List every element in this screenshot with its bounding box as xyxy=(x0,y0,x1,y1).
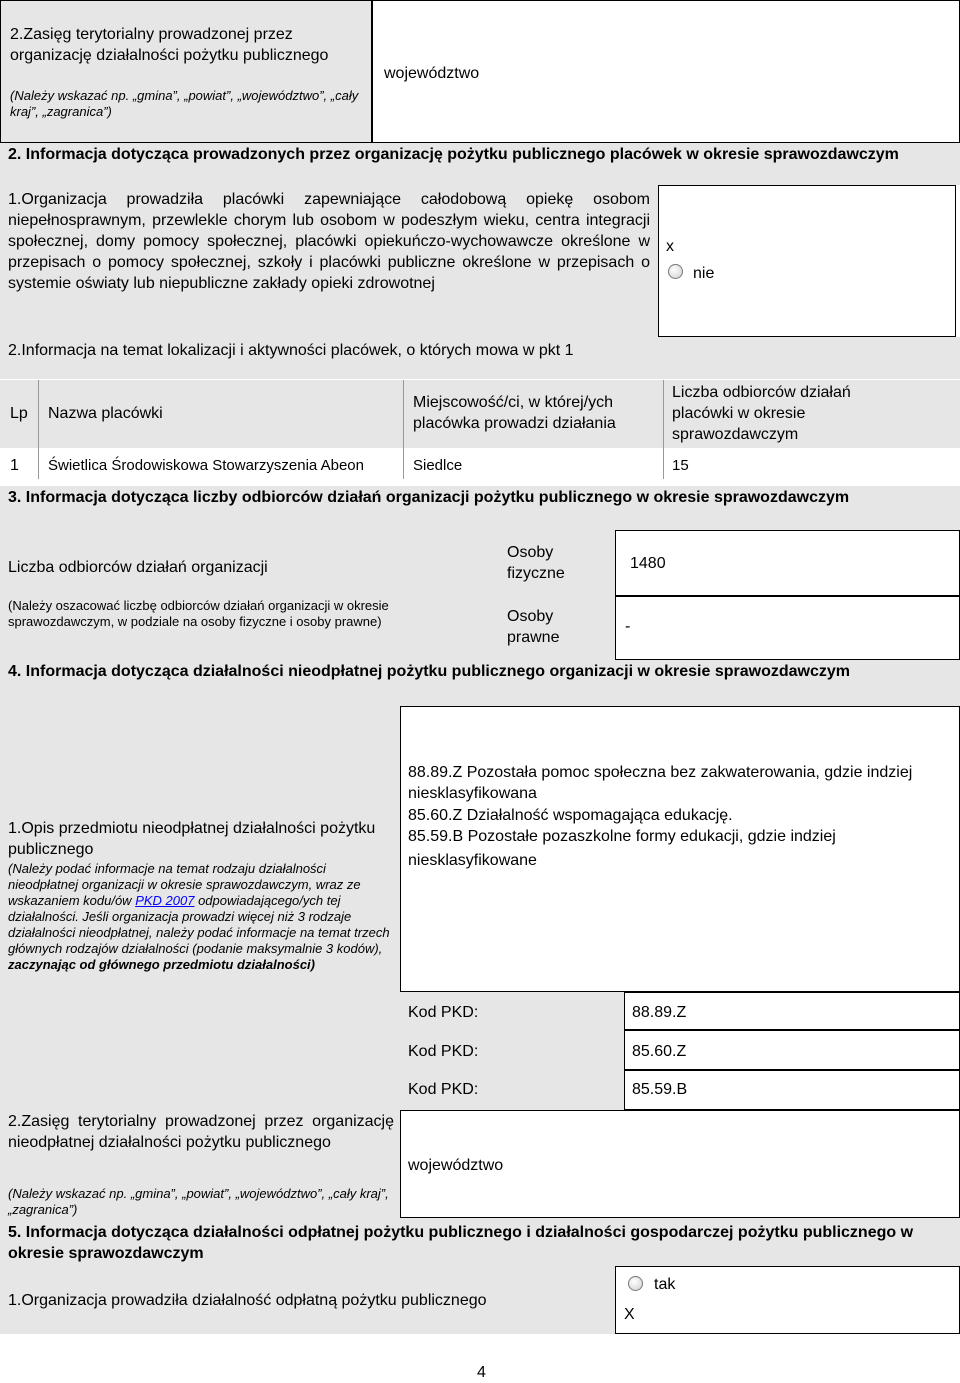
kod-label: Kod PKD: xyxy=(408,1043,479,1060)
col-divider xyxy=(663,448,664,479)
section-5-heading: 5. Informacja dotycząca działalności odpłatnej pożytku publicznego i działalności gospodarczej pożytku publicznego w okresie sprawozdawczym xyxy=(8,1224,914,1262)
page-number: 4 xyxy=(477,1364,486,1381)
table-header-lp: Lp xyxy=(10,405,28,422)
section-2-q1-text: 1.Organizacja prowadziła placówki zapewniające całodobową opiekę osobom niepełnosprawnym, przewlekle chorym lub osobom w podeszłym wieku, centra integracji społecznej, domy pomocy społecznej, placówki opiekuńczo-wychowawcze określone w przepisach o pomocy społecznej, szkoły i placówki publiczne określone w przepisach o systemie oświaty lub niepubliczne zakłady opieki zdrowotnej xyxy=(8,191,650,292)
phys-label: Osoby fizyczne xyxy=(507,544,565,582)
section-2-heading: 2. Informacja dotycząca prowadzonych przez organizację pożytku publicznego placówek w okresie sprawozdawczym xyxy=(8,146,899,163)
kod-value: 85.60.Z xyxy=(632,1043,687,1060)
section-3-label: Liczba odbiorców działań organizacji xyxy=(8,559,268,576)
section-4-desc-hint xyxy=(8,861,393,973)
table-cell-lp: 1 xyxy=(10,457,19,474)
q1-mark: x xyxy=(666,238,674,255)
col-divider xyxy=(38,448,39,479)
kod-value: 88.89.Z xyxy=(632,1004,687,1021)
scope-title: 2.Zasięg terytorialny prowadzonej przez organizację działalności pożytku publicznego xyxy=(10,26,329,64)
section-4-scope-value: województwo xyxy=(408,1157,504,1174)
table-header-count: Liczba odbiorców działań placówki w okresie sprawozdawczym xyxy=(672,384,851,443)
phys-value-cell[interactable] xyxy=(615,530,960,596)
radio-nie-label: nie xyxy=(693,265,715,282)
scope-value: województwo xyxy=(384,65,480,82)
section-4-heading: 4. Informacja dotycząca działalności nieodpłatnej pożytku publicznego organizacji w okresie sprawozdawczym xyxy=(8,663,850,680)
col-divider xyxy=(403,448,404,479)
table-cell-place: Siedlce xyxy=(413,457,463,474)
kod-label: Kod PKD: xyxy=(408,1081,479,1098)
desc-hint-part-1: (Należy podać informacje na temat rodzaju działalności nieodpłatnej organizacji w okresie sprawozdawczym, wraz ze wskazaniem kodu/ów xyxy=(8,861,361,908)
desc-line: niesklasyfikowane xyxy=(408,852,537,869)
desc-line: 85.60.Z Działalność wspomagająca edukację. xyxy=(408,807,733,824)
section-4-scope-hint: (Należy wskazać np. „gmina”, „powiat”, „województwo”, „cały kraj”, „zagranica”) xyxy=(8,1186,389,1217)
desc-hint-bold: zaczynając od głównego przedmiotu działalności) xyxy=(8,957,315,972)
radio-tak-label: tak xyxy=(654,1276,676,1293)
legal-value-cell[interactable] xyxy=(615,596,960,660)
scope-hint: (Należy wskazać np. „gmina”, „powiat”, „województwo”, „cały kraj”, „zagranica”) xyxy=(10,88,359,119)
section-2-q1-answer-cell[interactable] xyxy=(658,185,956,337)
section-2-q2-text: 2.Informacja na temat lokalizacji i aktywności placówek, o których mowa w pkt 1 xyxy=(8,342,574,359)
section-4-desc-value[interactable] xyxy=(400,706,960,992)
desc-hint-part-2: odpowiadającego/ych tej działalności. Jeśli organizacja prowadzi więcej niż 3 rodzaje działalności nieodpłatnej, należy podać informacje na temat trzech głównych rodzajów działalności (podanie maksymalnie 3 kodów), xyxy=(8,893,390,956)
phys-value: 1480 xyxy=(630,555,666,572)
section-4-scope-title: 2.Zasięg terytorialny prowadzonej przez organizację nieodpłatnej działalności pożytku publicznego xyxy=(8,1113,394,1151)
table-header-place: Miejscowość/ci, w której/ych placówka prowadzi działania xyxy=(413,394,616,432)
table-cell-count: 15 xyxy=(672,457,689,474)
section-5-q1-text: 1.Organizacja prowadziła działalność odpłatną pożytku publicznego xyxy=(8,1292,487,1309)
scope-label-cell xyxy=(0,0,372,143)
kod-value: 85.59.B xyxy=(632,1081,688,1098)
section-3-heading: 3. Informacja dotycząca liczby odbiorców działań organizacji pożytku publicznego w okresie sprawozdawczym xyxy=(8,489,850,506)
legal-label: Osoby prawne xyxy=(507,608,560,646)
section-3-hint: (Należy oszacować liczbę odbiorców działań organizacji w okresie sprawozdawczym, w podziale na osoby fizyczne i osoby prawne) xyxy=(8,598,389,629)
desc-line: 88.89.Z Pozostała pomoc społeczna bez zakwaterowania, gdzie indziej niesklasyfikowana xyxy=(408,764,913,802)
section-5-mark: X xyxy=(624,1306,635,1323)
radio-nie[interactable] xyxy=(668,264,683,279)
section-4-desc-title: 1.Opis przedmiotu nieodpłatnej działalności pożytku publicznego xyxy=(8,820,376,858)
legal-value: - xyxy=(625,618,631,635)
desc-line: 85.59.B Pozostałe pozaszkolne formy edukacji, gdzie indziej xyxy=(408,828,836,845)
table-header-name: Nazwa placówki xyxy=(48,405,163,422)
kod-label: Kod PKD: xyxy=(408,1004,479,1021)
radio-tak[interactable] xyxy=(628,1276,643,1291)
table-cell-name: Świetlica Środowiskowa Stowarzyszenia Abeon xyxy=(48,457,364,474)
pkd-link[interactable]: PKD 2007 xyxy=(135,893,195,908)
